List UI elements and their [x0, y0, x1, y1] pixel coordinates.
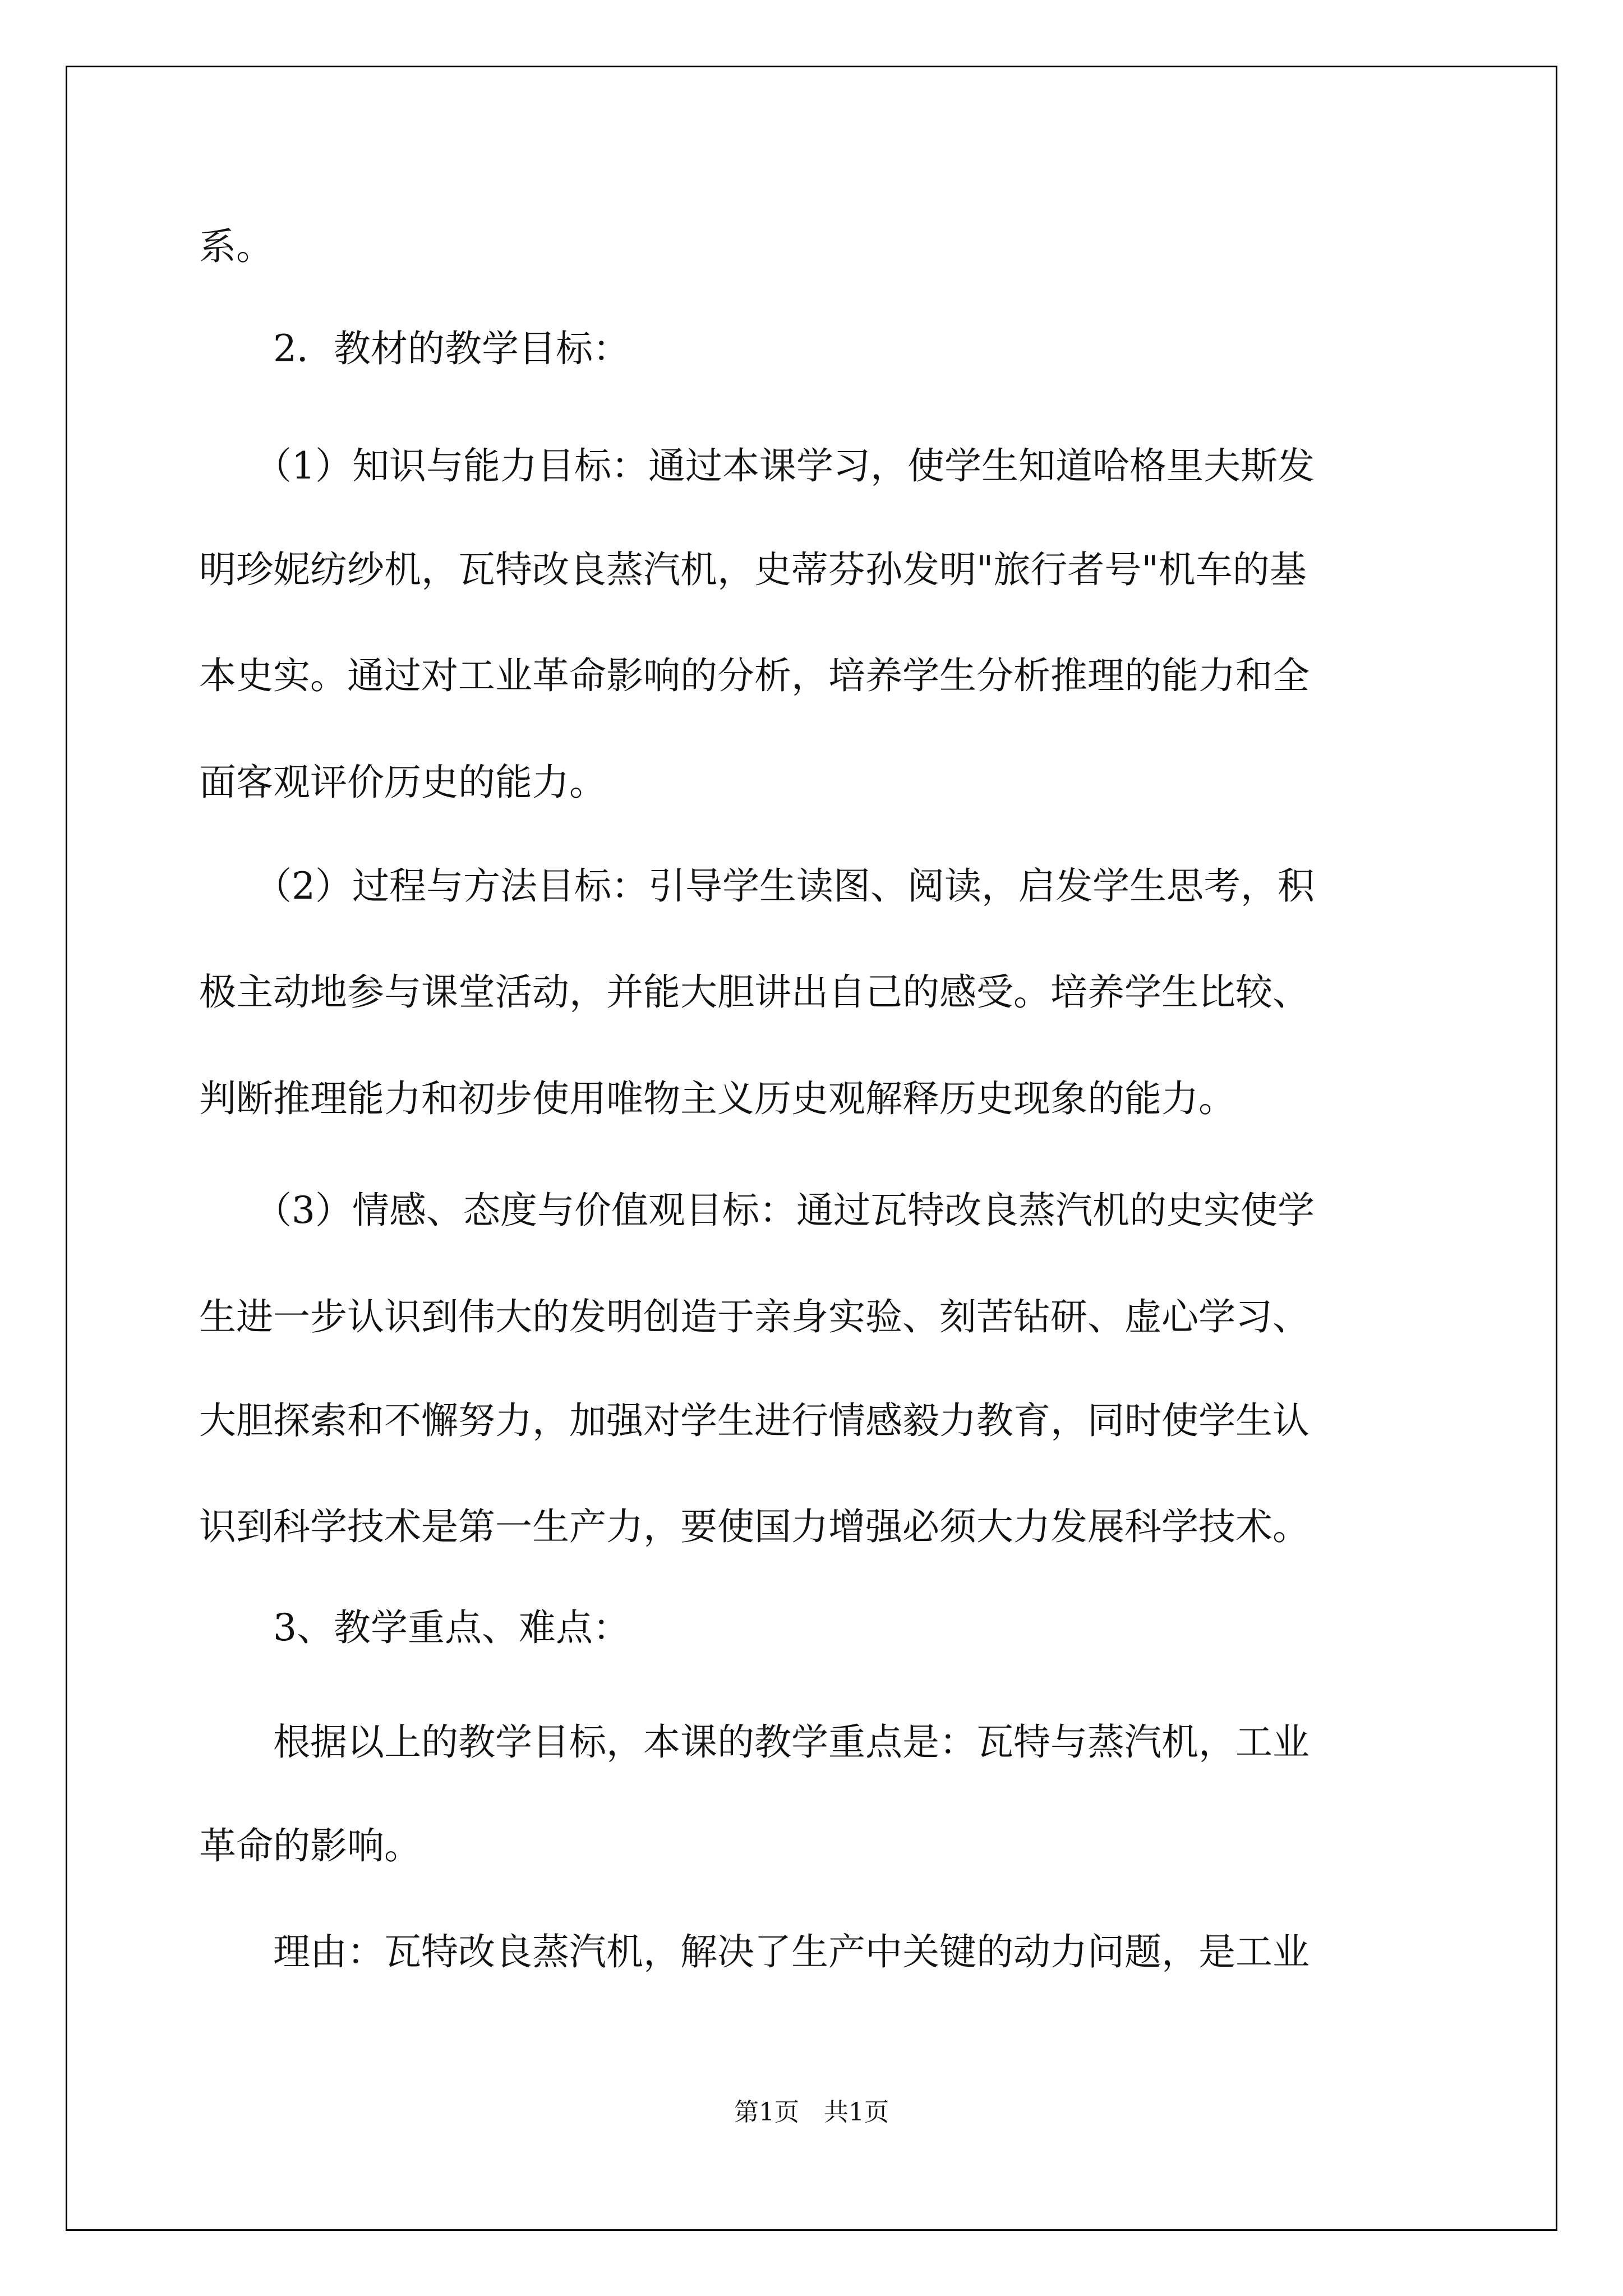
text-line: 判断推理能力和初步使用唯物主义历史观解释历史现象的能力。	[199, 1077, 1235, 1120]
text-line: 2．教材的教学目标：	[199, 327, 630, 370]
text-line: 极主动地参与课堂活动，并能大胆讲出自己的感受。培养学生比较、	[199, 970, 1310, 1014]
text-line: 识到科学技术是第一生产力，要使国力增强必须大力发展科学技术。	[199, 1505, 1310, 1548]
text-line: 面客观评价历史的能力。	[199, 761, 606, 804]
page-footer: 第1页 共1页	[734, 2098, 889, 2127]
text-line: 本史实。通过对工业革命影响的分析，培养学生分析推理的能力和全	[199, 654, 1310, 697]
text-line: 明珍妮纺纱机，瓦特改良蒸汽机，史蒂芬孙发明"旅行者号"机车的基	[199, 548, 1307, 591]
text-line: 根据以上的教学目标，本课的教学重点是：瓦特与蒸汽机，工业	[199, 1720, 1310, 1764]
text-line: 革命的影响。	[199, 1824, 421, 1867]
page-border	[66, 66, 1557, 2231]
text-line: （1）知识与能力目标：通过本课学习，使学生知道哈格里夫斯发	[199, 444, 1315, 487]
text-line: 理由：瓦特改良蒸汽机，解决了生产中关键的动力问题，是工业	[199, 1930, 1310, 1973]
text-line: （3）情感、态度与价值观目标：通过瓦特改良蒸汽机的史实使学	[199, 1189, 1315, 1232]
text-line: 系。	[199, 225, 273, 268]
text-line: 大胆探索和不懈努力，加强对学生进行情感毅力教育，同时使学生认	[199, 1399, 1310, 1442]
text-line: 生进一步认识到伟大的发明创造于亲身实验、刻苦钻研、虚心学习、	[199, 1295, 1310, 1338]
text-line: （2）过程与方法目标：引导学生读图、阅读，启发学生思考，积	[199, 864, 1315, 908]
text-line: 3、教学重点、难点：	[199, 1606, 630, 1649]
